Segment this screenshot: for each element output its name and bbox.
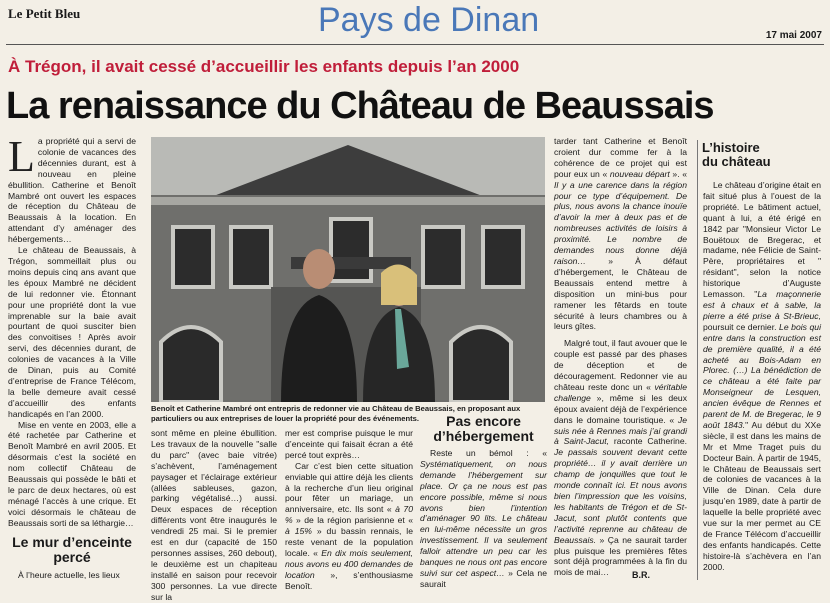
quote-run: véritable challenge <box>554 381 687 403</box>
text-run: raconte Catherine. <box>613 436 687 447</box>
quote-run: à 70 % <box>285 504 413 526</box>
text-run: », s’enthousiasme Benoît. <box>285 569 413 591</box>
quote-run: à 15% <box>285 526 317 537</box>
text-run: Car c’est bien cette situation enviable qui attire déjà les clients à la recherche d’un lieu original pour fêter un mariage, un anniversaire, etc. Ils sont « <box>285 460 413 515</box>
sidebar-text <box>703 180 821 573</box>
kicker: À Trégon, il avait cessé d’accueillir les enfants depuis l’an 2000 <box>8 57 520 76</box>
subhead-mur-enceinte: Le mur d’enceinte percé <box>12 533 132 565</box>
quote-run: Systématiquement, on nous demande l’hébergement sur place. Or ça ne nous est pas encore possible, même si nous avons bien l’intention d’aménager 90 lits. Le château en lui-même nécessite un gros investissement. Il va seulement falloir attendre un peu car les banques ne nous ont pas encore suivi sur cet aspect… <box>420 458 547 578</box>
sidebar-title-line: du château <box>702 154 771 169</box>
issue-date: 17 mai 2007 <box>765 30 822 41</box>
text-run: Le château d’origine était en fait situé plus à l’ouest de la propriété. Le bâtiment actuel, quant à lui, a été érigé en 1842 par "Monsieur Victor Le Bouëtoux de Bregerac, et madame, née Félicie de Saint-Père, propriétaires et " résidant", selon la notice historique d’Auguste Lemasson. " <box>703 180 821 300</box>
chateau-photo <box>151 137 545 402</box>
author-signature: B.R. <box>632 570 650 580</box>
quote-run: En dix mois seulement, nous avons eu 400 demandes de location <box>285 547 413 580</box>
masthead-rule <box>6 44 824 45</box>
article-column-2 <box>151 428 277 603</box>
body-paragraph <box>554 338 687 578</box>
quote-run: Je passais souvent devant cette propriété… il y avait derrière un champ de jonquilles que tout le monde connaît ici. Et nous avons bien l’impression que les voisins, les habitants de Trégon et de St-Jacut, sont plutôt contents que l’activité reprenne au château de Beaussais. <box>554 447 687 545</box>
quote-run: La maçonnerie est à chaux et à sable, la pierre a été prise à St-Brieuc, <box>703 289 821 321</box>
quote-run: Je suis née à Rennes mais j’ai grandi à Saint-Jacut, <box>554 414 687 447</box>
chateau-photo-illustration <box>151 137 545 402</box>
text-run: tarder tant Catherine et Benoît croient dur comme fer à la cohérence de ce projet qui est pour eux un « <box>554 136 687 179</box>
quote-run: Il y a une carence dans la région pour ce type d’équipement. De plus, nous avons la chance inouïe d’avoir la mer à deux pas et de nombreuses activités de loisirs à proximité. Le nombre de demandes nous donne déjà raison… <box>554 179 687 266</box>
quote-run: Le bois qui entre dans la construction est de première qualité, il a été acheté au Bois-Adam en Plorec. (…) La bénédiction de ce château a été faite par Monseigneur de Lesquen, ancien évêque de Rennes et parent de M. de Bregerac, le 9 août 1843. <box>703 321 821 430</box>
body-paragraph <box>285 461 413 592</box>
text-run: Reste un bémol : « <box>430 448 547 458</box>
body-paragraph <box>420 448 547 590</box>
body-paragraph: sont même en pleine ébullition. Les travaux de la nouvelle "salle du parc" (avec baie vitrée) s’achèvent, l’aménagement paysager et l’éclairage extérieur (allées sableuses, gazon, parking végétalisé…) aussi. Deux espaces de réception différents vont être inaugurés le vendredi 25 mai. Si le premier est en dur (capacité de 150 personnes assises, 260 debout), le deuxième est un chapiteau installé en saison pour recevoir 300 personnes. La vue directe sur la <box>151 428 277 602</box>
subhead-hebergement: Pas encore d’hébergement <box>433 413 534 444</box>
text-run: » de la région parisienne et « <box>296 515 413 526</box>
text-run: poursuit ce dernier. <box>703 321 777 332</box>
text-run: Malgré tout, il faut avouer que le couple est passé par des phases de déception et de découragement. Redonner vie au château reste donc un « <box>554 338 687 392</box>
quote-run: nouveau départ <box>607 168 673 179</box>
article-column-5 <box>554 136 687 578</box>
drop-cap: L <box>8 132 35 181</box>
article-column-4 <box>420 448 547 590</box>
text-run: » Cela ne saurait <box>420 567 547 589</box>
section-title: Pays de Dinan <box>318 1 540 39</box>
text-run: » Ça ne saurait tarder plus puisque les premières fêtes sont déjà programmées à la fin du mois de mai… <box>554 534 687 578</box>
headline: La renaissance du Château de Beaussais <box>6 85 714 127</box>
text-run: ». « <box>672 168 687 179</box>
article-column-1 <box>8 132 136 581</box>
body-paragraph: Le château de Beaussais, à Trégon, sommeillait plus ou moins depuis cinq ans avant que les époux Mambré ne décident de lui redonner vie. Étonnant pour une propriété dont la vue imprenable sur la baie avait pourtant de quoi susciter bien des convoitises ! Après avoir servi, des décennies durant, de colonies de vacances à la Ville de Dinan, puis au Comité d’entreprise de France Télécom, la belle demeure avait cessé d’accueillir des enfants handicapés en l’an 2000. <box>8 245 136 419</box>
body-paragraph: À l’heure actuelle, les lieux <box>18 569 120 580</box>
sidebar-title-line: L’histoire <box>702 140 760 155</box>
lead-paragraph: a propriété qui a servi de colonie de vacances des décennies durant, est à nouveau en pleine ébullition. Catherine et Benoît Mambré ont ouvert les espaces de réception du Château de Beaussais à la location. En attendant d’y aménager des hébergements… <box>8 136 136 245</box>
article-column-3 <box>285 428 413 592</box>
photo-caption: Benoît et Catherine Mambré ont entrepris de redonner vie au Château de Beaussais, en proposant aux particuliers ou aux entreprises de louer la propriété pour des événements. <box>151 404 521 423</box>
sidebar-title <box>702 141 771 169</box>
body-paragraph: Mise en vente en 2003, elle a été rachetée par Catherine et Benoît Mambré en avril 2005. Et désormais c’est la société en nom collectif Château de Beaussais qui possède le bâti et le parc de deux hectares, où est ménagé l’accès à une crique. Et voici désormais le château de Beaussais sorti de sa léthargie… <box>8 419 136 528</box>
text-run: » du bassin rennais, le reste venant de la population locale. « <box>285 526 413 558</box>
body-paragraph: mer est comprise puisque le mur d’enceinte qui faisait écran a été percé tout exprès… <box>285 428 413 460</box>
body-paragraph <box>703 180 821 573</box>
newspaper-logo: Le Petit Bleu <box>8 6 81 21</box>
text-run: " Au début du XXe siècle, il est dans les mains de Mr et Mme Traget puis du Docteur Bain. À partir de 1945, le Château de Beaussais sert de colonies de vacances à la Ville de Dinan. Cela dure jusqu’en 1989, date à partir de laquelle la belle propriété avec vue sur la mer permet au CE de France Télécom d’accueillir des enfants handicapés. Cette histoire-là s’achèvera en l’an 2000. <box>703 419 821 572</box>
text-run: » À défaut d’hébergement, le Château de Beaussais entend mettre à disposition un mini-bus pour ramener les fêtards en toute sécurité à leurs chambres ou à leurs gîtes. <box>554 255 687 332</box>
text-run: », même si les deux époux avaient déjà de l’expérience dans le domaine touristique. « <box>554 392 688 425</box>
body-paragraph <box>554 136 687 332</box>
